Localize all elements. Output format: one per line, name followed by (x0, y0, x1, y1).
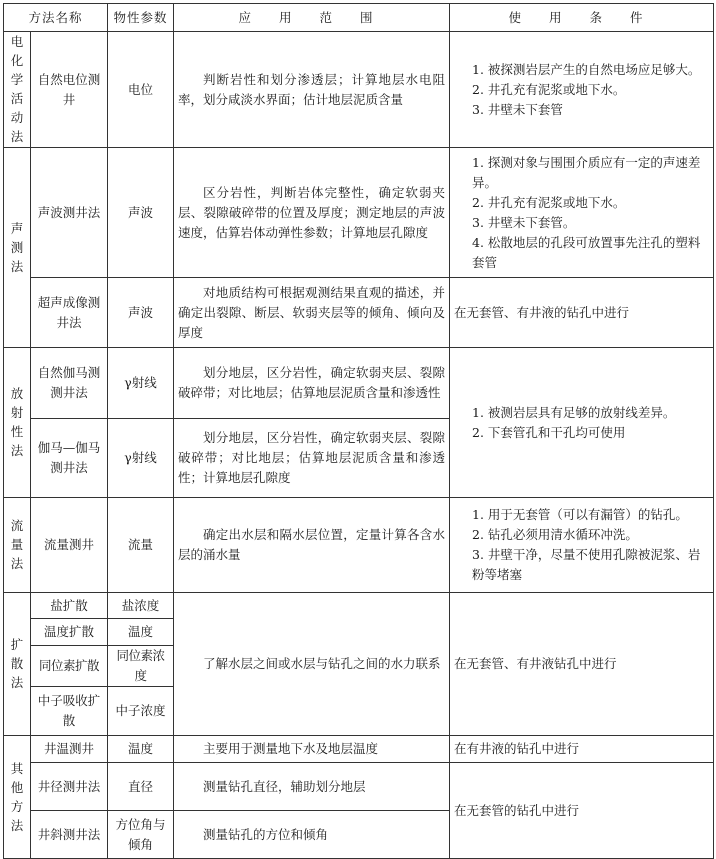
method-condition: 在无套管的钻孔中进行 (450, 763, 714, 859)
method-application: 测量钻孔直径，辅助划分地层 (174, 763, 450, 811)
condition-item: 2. 钻孔必须用清水循环冲洗。 (472, 527, 638, 542)
method-param: 中子浓度 (108, 687, 174, 736)
method-application: 划分地层，区分岩性，确定软弱夹层、裂隙破碎带；对比地层；估算地层泥质含量和渗透性；计算地层孔隙度 (174, 419, 450, 498)
method-name: 自然电位测井 (31, 32, 108, 148)
header-param: 物性参数 (108, 4, 174, 32)
method-application: 测量钻孔的方位和倾角 (174, 811, 450, 859)
method-param: 流量 (108, 498, 174, 593)
method-name: 超声成像测井法 (31, 278, 108, 348)
logging-methods-table (3, 3, 714, 859)
method-param: γ射线 (108, 348, 174, 419)
method-param: 盐浓度 (108, 593, 174, 619)
method-name: 伽马—伽马测井法 (31, 419, 108, 498)
method-name: 井斜测井法 (31, 811, 108, 859)
method-application: 区分岩性，判断岩体完整性，确定软弱夹层、裂隙破碎带的位置及厚度；测定地层的声波速度，估算岩体动弹性参数；计算地层孔隙度 (174, 148, 450, 278)
condition-item: 1. 被探测岩层产生的自然电场应足够大。 (472, 61, 701, 77)
header-method-name: 方法名称 (4, 4, 108, 32)
method-name: 同位素扩散 (31, 646, 108, 687)
method-name: 温度扩散 (31, 619, 108, 646)
method-conditions (450, 32, 714, 148)
method-param: 方位角与倾角 (108, 811, 174, 859)
table-row (4, 348, 714, 419)
condition-item: 3. 井壁未下套管。 (472, 214, 576, 230)
method-param: 同位素浓度 (108, 646, 174, 687)
category-acoustic: 声测法 (4, 148, 31, 348)
method-condition: 在有井液的钻孔中进行 (450, 736, 714, 763)
table-row (4, 736, 714, 763)
method-name: 盐扩散 (31, 593, 108, 619)
method-name: 声波测井法 (31, 148, 108, 278)
method-param: 声波 (108, 278, 174, 348)
method-conditions (450, 148, 714, 278)
header-row (4, 4, 714, 32)
category-other: 其他方法 (4, 736, 31, 859)
header-condition: 使 用 条 件 (450, 4, 714, 32)
table-row (4, 148, 714, 278)
table-row (4, 278, 714, 348)
condition-item: 3. 井壁未下套管 (472, 101, 563, 117)
method-application: 确定出水层和隔水层位置，定量计算各含水层的涌水量 (174, 498, 450, 593)
method-condition: 在无套管、有井液的钻孔中进行 (450, 278, 714, 348)
method-name: 井温测井 (31, 736, 108, 763)
method-application: 主要用于测量地下水及地层温度 (174, 736, 450, 763)
condition-item: 2. 井孔充有泥浆或地下水。 (472, 194, 626, 210)
method-name: 中子吸收扩散 (31, 687, 108, 736)
condition-item: 2. 井孔充有泥浆或地下水。 (472, 81, 626, 97)
table-row (4, 593, 714, 619)
method-conditions (450, 348, 714, 498)
condition-item: 4. 松散地层的孔段可放置事先注孔的塑料套管 (472, 234, 701, 270)
method-application: 了解水层之间或水层与钻孔之间的水力联系 (174, 593, 450, 736)
method-condition: 在无套管、有井液钻孔中进行 (450, 593, 714, 736)
condition-item: 1. 探测对象与围围介质应有一定的声速差异。 (472, 154, 701, 190)
condition-item: 3. 井壁干净，尽量不使用孔隙被泥浆、岩粉等堵塞 (472, 547, 701, 582)
category-radioactive: 放射性法 (4, 348, 31, 498)
method-param: 直径 (108, 763, 174, 811)
table-row (4, 32, 714, 148)
category-flow: 流量法 (4, 498, 31, 593)
method-application: 判断岩性和划分渗透层；计算地层水电阻率，划分咸淡水界面；估计地层泥质含量 (174, 32, 450, 148)
category-diffusion: 扩散法 (4, 593, 31, 736)
header-application: 应 用 范 围 (174, 4, 450, 32)
method-name: 自然伽马测测井法 (31, 348, 108, 419)
method-name: 流量测井 (31, 498, 108, 593)
condition-item: 2. 下套管孔和干孔均可使用 (472, 424, 626, 440)
method-param: 温度 (108, 736, 174, 763)
condition-item: 1. 用于无套管（可以有漏管）的钻孔。 (472, 507, 688, 522)
method-application: 对地质结构可根据观测结果直观的描述，并确定出裂隙、断层、软弱夹层等的倾角、倾向及厚度 (174, 278, 450, 348)
method-param: 声波 (108, 148, 174, 278)
table-row (4, 498, 714, 593)
method-application: 划分地层，区分岩性，确定软弱夹层、裂隙破碎带；对比地层；估算地层泥质含量和渗透性 (174, 348, 450, 419)
category-electrochemical: 电化学活动法 (4, 32, 31, 148)
condition-item: 1. 被测岩层具有足够的放射线差异。 (472, 404, 676, 420)
method-param: 温度 (108, 619, 174, 646)
table-row (4, 763, 714, 811)
method-param: 电位 (108, 32, 174, 148)
method-param: γ射线 (108, 419, 174, 498)
method-conditions (450, 498, 714, 593)
method-name: 井径测井法 (31, 763, 108, 811)
